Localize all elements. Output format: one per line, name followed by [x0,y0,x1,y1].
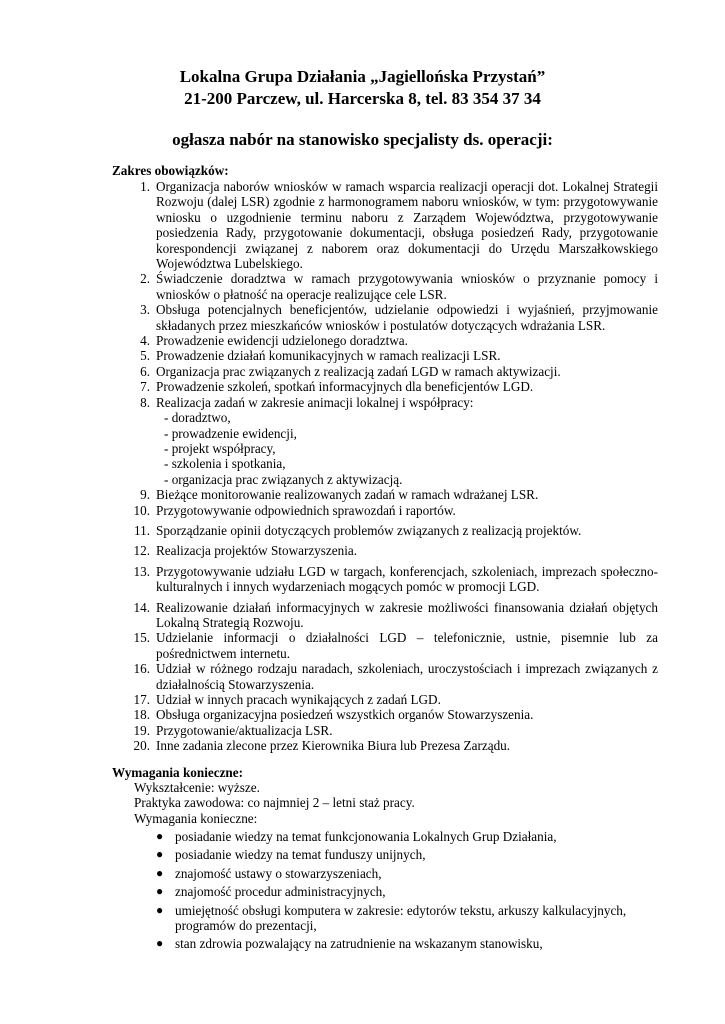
list-item: 10. Przygotowywanie odpowiednich sprawozdań i raportów. [133,502,456,518]
duties-list [112,179,658,754]
list-item: 12. Realizacja projektów Stowarzyszenia. [133,543,358,559]
list-item: ● umiejętność obsługi komputera w zakresie: edytorów tekstu, arkuszy kalkulacyjnych, programów do prezentacji, [156,902,627,934]
list-item: 18. Obsługa organizacyjna posiedzeń wszystkich organów Stowarzyszenia. [133,707,534,723]
sub-item: - prowadzenie ewidencji, [164,425,297,441]
document-header [0,66,725,110]
list-item: 2. Świadczenie doradztwa w ramach przygotowywania wniosków o przyznanie pomocy i wniosków o płatność na operacje realizujące cele LSR. [140,271,658,302]
list-item: 9. Bieżące monitorowanie realizowanych zadań w ramach wdrażanej LSR. [140,487,539,503]
list-item: 13. Przygotowywanie udziału LGD w targach, konferencjach, szkoleniach, imprezach społeczno-kulturalnych i innych wydarzeniach mogących pomóc w promocji LGD. [133,563,658,595]
list-item: 19. Przygotowanie/aktualizacja LSR. [133,722,333,738]
list-item: ● znajomość procedur administracyjnych, [156,884,386,900]
bullet-icon: ● [156,884,164,899]
announcement-heading: ogłasza nabór na stanowisko specjalisty ds. operacji: [172,130,553,149]
bullet-icon: ● [156,865,164,880]
requirements-list-intro: Wymagania konieczne: [134,810,258,826]
bullet-icon: ● [156,902,164,917]
sub-item: - organizacja prac związanych z aktywizacją. [164,471,403,487]
list-item: 5. Prowadzenie działań komunikacyjnych w ramach realizacji LSR. [140,348,501,364]
list-item: 3. Obsługa potencjalnych beneficjentów, udzielanie odpowiedzi i wyjaśnień, przyjmowanie składanych przez mieszkańców wniosków i postulatów dotyczących wdrażania LSR. [140,302,658,333]
list-item: 16. Udział w różnego rodzaju naradach, szkoleniach, uroczystościach i imprezach związanych z działalnością Stowarzyszenia. [133,661,658,692]
list-item: 17. Udział w innych pracach wynikających z zadań LGD. [133,692,441,707]
sub-item: - projekt współpracy, [164,440,276,456]
requirements-text [134,780,654,826]
sub-item: - szkolenia i spotkania, [164,456,286,472]
duties-heading: Zakres obowiązków: [112,163,229,178]
list-item: 4. Prowadzenie ewidencji udzielonego doradztwa. [140,333,408,349]
list-item: ● posiadanie wiedzy na temat funduszy unijnych, [156,847,426,863]
sub-item: - doradztwo, [164,410,231,426]
list-item: 8. Realizacja zadań w zakresie animacji lokalnej i współpracy: - doradztwo, - prowadzenie ewidencji, - projekt współpracy, - szkolenia i spotkania, - organizacja prac związanych z aktywizacją. [112,395,658,487]
list-item: ● posiadanie wiedzy na temat funkcjonowania Lokalnych Grup Działania, [156,829,557,844]
list-item: ● znajomość ustawy o stowarzyszeniach, [156,865,382,881]
organization-name: Lokalna Grupa Działania „Jagiellońska Przystań” [179,67,546,86]
requirements-heading: Wymagania konieczne: [112,765,244,780]
experience-requirement: Praktyka zawodowa: co najmniej 2 – letni staż pracy. [134,795,415,811]
list-item: 11. Sporządzanie opinii dotyczących problemów związanych z realizacją projektów. [134,522,582,538]
requirements-bullets [153,829,658,955]
list-item: 15. Udzielanie informacji o działalności LGD – telefonicznie, ustnie, pisemnie lub za pośrednictwem internetu. [133,630,658,661]
list-item: 14. Realizowanie działań informacyjnych w zakresie możliwości finansowania działań objętych Lokalną Strategią Rozwoju. [133,599,658,630]
education-requirement: Wykształcenie: wyższe. [134,780,260,795]
list-item: ● stan zdrowia pozwalający na zatrudnienie na wskazanym stanowisku, [156,936,543,952]
bullet-icon: ● [156,936,164,951]
organization-address: 21-200 Parczew, ul. Harcerska 8, tel. 83 354 37 34 [184,89,541,108]
bullet-icon: ● [156,829,164,843]
list-item: 20. Inne zadania zlecone przez Kierownika Biura lub Prezesa Zarządu. [133,738,511,754]
list-item: 7. Prowadzenie szkoleń, spotkań informacyjnych dla beneficjentów LGD. [140,379,534,395]
list-item: 1. Organizacja naborów wniosków w ramach wsparcia realizacji operacji dot. Lokalnej Strategii Rozwoju (dalej LSR) zgodnie z harmonogramem naboru wniosków, w tym: przygotowywanie wniosku o uzgodnienie terminu naboru z Zarządem Województwa, przygotowywanie posiedzenia Rady, przygotowanie dokumentacji, obsługa posiedzeń Rady, przygotowanie korespondencji związanej z naborem oraz dokumentacji do Urzędu Marszałkowskiego Województwa Lubelskiego. [140,179,658,272]
bullet-icon: ● [156,847,164,862]
list-item: 6. Organizacja prac związanych z realizacją zadań LGD w ramach aktywizacji. [140,363,561,379]
